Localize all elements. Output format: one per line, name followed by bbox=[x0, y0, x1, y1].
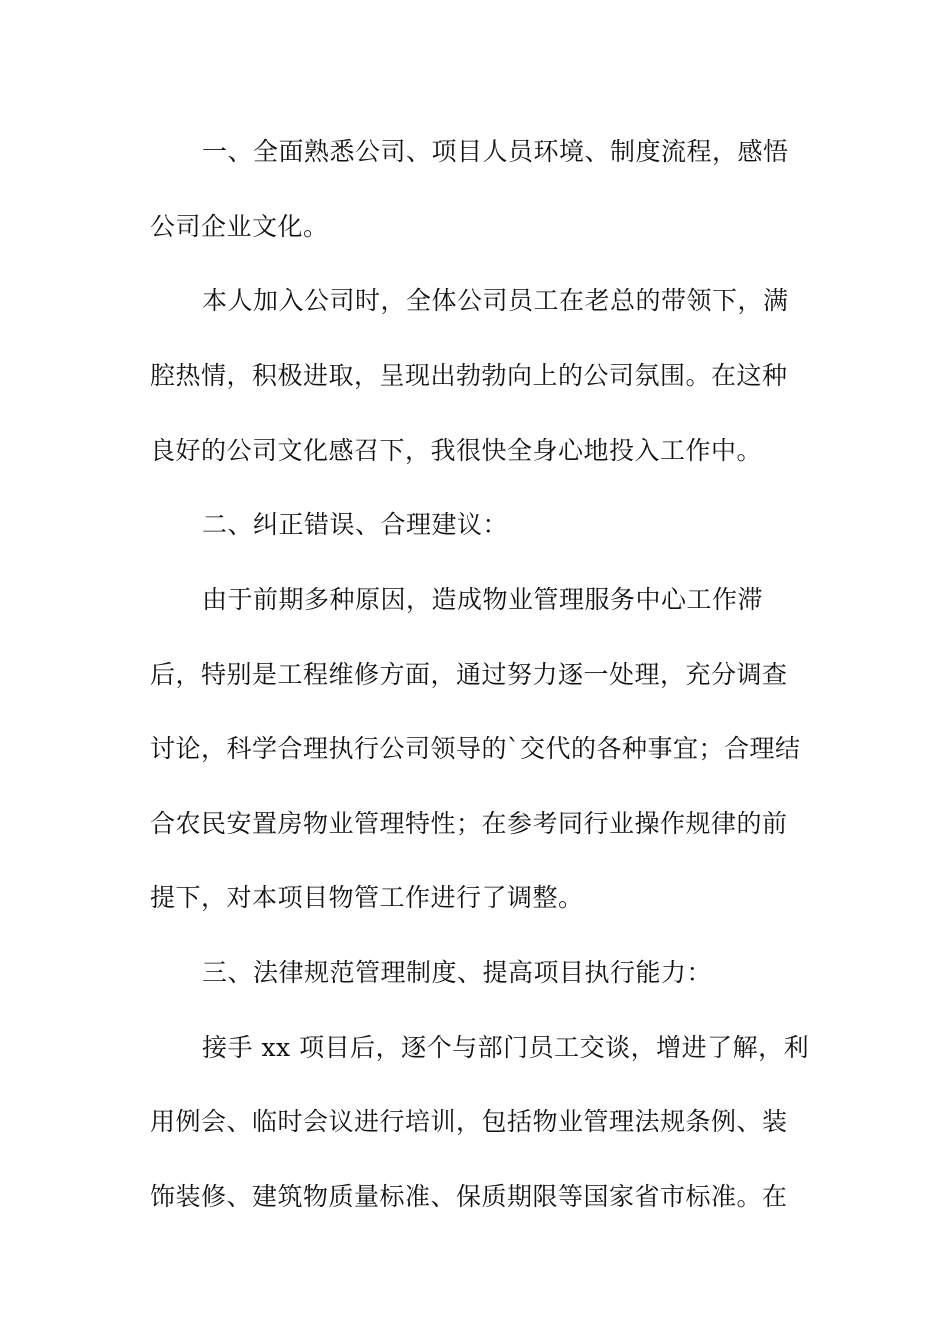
paragraph-1-line-1: 本人加入公司时，全体公司员工在老总的带领下，满 bbox=[202, 286, 789, 315]
section-1-heading-line-2: 公司企业文化。 bbox=[150, 212, 329, 241]
paragraph-2-line-5: 提下，对本项目物管工作进行了调整。 bbox=[150, 883, 584, 912]
paragraph-3-line-1: 接手 xx 项目后，逐个与部门员工交谈，增进了解，利 bbox=[202, 1033, 810, 1062]
paragraph-3-line-3: 饰装修、建筑物质量标准、保质期限等国家省市标准。在 bbox=[150, 1182, 788, 1211]
paragraph-1-line-2: 腔热情，积极进取，呈现出勃勃向上的公司氛围。在这种 bbox=[150, 361, 788, 390]
section-3-heading: 三、法律规范管理制度、提高项目执行能力： bbox=[202, 958, 713, 987]
section-2-heading: 二、纠正错误、合理建议： bbox=[202, 510, 509, 539]
section-1-heading-line-1: 一、全面熟悉公司、项目人员环境、制度流程，感悟 bbox=[202, 137, 789, 166]
paragraph-2-line-2: 后，特别是工程维修方面，通过努力逐一处理，充分调查 bbox=[150, 660, 788, 689]
paragraph-2-line-4: 合农民安置房物业管理特性；在参考同行业操作规律的前 bbox=[150, 809, 788, 838]
paragraph-3-line-2: 用例会、临时会议进行培训，包括物业管理法规条例、装 bbox=[150, 1107, 788, 1136]
paragraph-2-line-3: 讨论，科学合理执行公司领导的`交代的各种事宜；合理结 bbox=[150, 734, 801, 763]
paragraph-2-line-1: 由于前期多种原因，造成物业管理服务中心工作滞 bbox=[202, 585, 764, 614]
paragraph-1-line-3: 良好的公司文化感召下，我很快全身心地投入工作中。 bbox=[150, 436, 763, 465]
